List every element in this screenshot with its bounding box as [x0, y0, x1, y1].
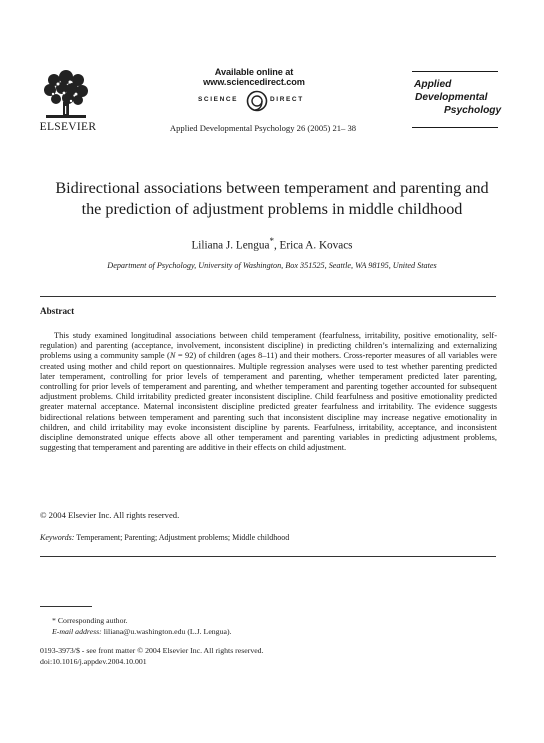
divider-top: [40, 296, 496, 297]
footnote-rule: [40, 606, 92, 607]
journal-logo-rule-bottom: [412, 127, 498, 128]
abstract-body: [40, 331, 497, 453]
author-lengua[interactable]: Liliana J. Lengua: [191, 239, 270, 252]
sample-size-symbol: N: [169, 351, 176, 361]
keywords-line: [40, 533, 496, 542]
email-label: E-mail address:: [52, 627, 102, 636]
journal-logo-line-1: Applied: [414, 79, 452, 90]
corresponding-author-note: * Corresponding author.: [52, 616, 128, 625]
author-kovacs[interactable]: , Erica A. Kovacs: [273, 239, 353, 252]
corresponding-author-mark[interactable]: *: [269, 236, 274, 246]
title-line-1: Bidirectional associations between temperament and parenting and: [55, 179, 489, 197]
journal-logo-line-3: Psychology: [444, 105, 502, 116]
elsevier-tree-logo: [40, 70, 92, 120]
journal-logo: [412, 78, 512, 117]
journal-logo-rule-top: [412, 71, 498, 72]
email-address-link[interactable]: liliana@u.washington.edu (L.J. Lengua).: [101, 627, 232, 636]
keywords-items: Temperament; Parenting; Adjustment problems; Middle childhood: [76, 533, 290, 542]
email-note: [52, 627, 231, 636]
article-title: [30, 178, 514, 220]
journal-logo-line-2: Developmental: [415, 92, 488, 103]
divider-bottom: [40, 556, 496, 557]
sciencedirect-swirl-icon: [246, 89, 268, 113]
sd-left-text: SCIENCE: [198, 96, 239, 103]
doi-link[interactable]: doi:10.1016/j.appdev.2004.10.001: [40, 657, 147, 666]
sd-right-text: DIRECT: [270, 96, 304, 103]
issn-line: 0193-3973/$ - see front matter © 2004 Elsevier Inc. All rights reserved.: [40, 646, 264, 655]
author-affiliation: Department of Psychology, University of Washington, Box 351525, Seattle, WA 98195, United States: [107, 261, 437, 270]
abstract-heading: Abstract: [40, 306, 75, 316]
elsevier-wordmark: ELSEVIER: [39, 121, 97, 133]
author-list: [100, 236, 444, 252]
abstract-text-part-1: This study examined longitudinal associations between child temperament (fearfulness, irritability, positive emotionality, self-regulation) and parenting (acceptance, involvement, inconsistent discipline) in predicting children’s internalizing and externalizing problems using a community sample (: [40, 331, 497, 361]
journal-reference: Applied Developmental Psychology 26 (2005) 21– 38: [169, 123, 357, 133]
keywords-label: Keywords:: [40, 533, 75, 542]
abstract-copyright: © 2004 Elsevier Inc. All rights reserved.: [40, 510, 180, 520]
title-line-2: the prediction of adjustment problems in middle childhood: [81, 200, 463, 218]
sciencedirect-logo: [196, 89, 330, 113]
abstract-text-part-2: = 92) of children (ages 8–11) and their mothers. Cross-reporter measures of all variables were created using mother and child report on questionnaires. Multiple regression analyses were used to test whether parenting predicted later temperament, controlling for prior levels of temperament and parenting, whether temperament predicted later parenting, controlling for prior levels of temperament and parenting, and whether temperament and parenting together accounted for subsequent adjustment problems. Child irritability predicted greater inconsistent discipline. Child fearfulness and positive emotionality predicted greater maternal acceptance. Maternal inconsistent discipline predicted greater fearfulness and irritability. The evidence suggests bidirectional relations between temperament and parenting such that inconsistent discipline may increase negative emotionality in children, and child irritability may evoke inconsistent discipline by parents. Fearfulness, irritability, acceptance, and inconsistent discipline demonstrated unique effects above all other temperament and parenting variables in predicting adjustment problems, suggesting that temperament and parenting are additive in their effects on child adjustment.: [40, 351, 497, 453]
available-online-link[interactable]: Available online at www.sciencedirect.com: [203, 67, 305, 87]
